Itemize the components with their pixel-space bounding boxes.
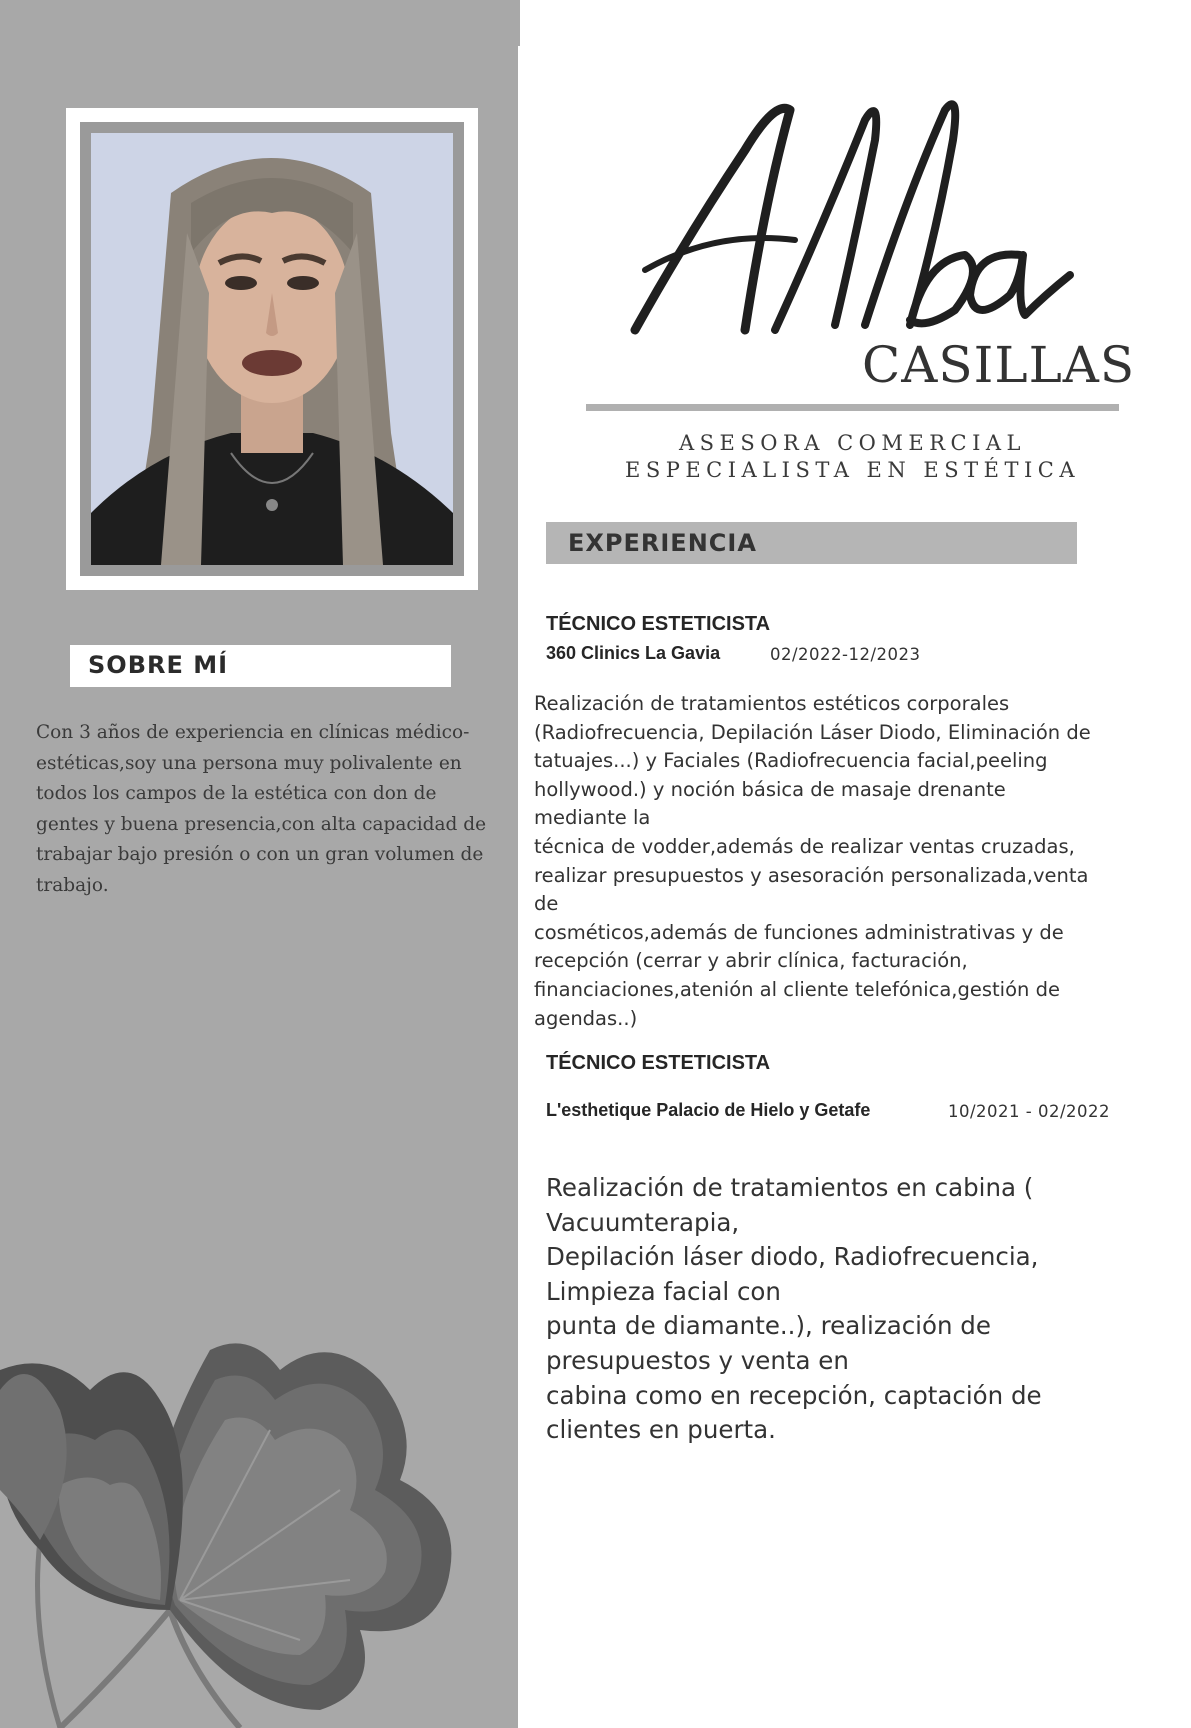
job-1-line: técnica de vodder,además de realizar ventas cruzadas, xyxy=(534,834,1075,858)
job-2-line: presupuestos y venta en xyxy=(546,1345,849,1375)
job-1-line: (Radiofrecuencia, Depilación Láser Diodo, Eliminación de xyxy=(534,720,1091,744)
job-1-line: cosméticos,además de funciones administrativas y de xyxy=(534,920,1064,944)
job-2-line: Depilación láser diodo, Radiofrecuencia, xyxy=(546,1242,1039,1272)
job-2-line: cabina como en recepción, captación de xyxy=(546,1380,1042,1410)
job-1-line: de xyxy=(534,892,559,916)
job-2-title: TÉCNICO ESTETICISTA xyxy=(546,1052,771,1074)
first-name: Alba xyxy=(625,80,628,81)
name-signature-script xyxy=(625,80,1085,350)
job-1-company: 360 Clinics La Gavia xyxy=(546,643,721,663)
role-title xyxy=(586,430,1119,484)
job-2-description xyxy=(546,1171,1042,1448)
job-1-line: realizar presupuestos y asesoración personalizada,venta xyxy=(534,863,1089,887)
job-1-line: hollywood.) y noción básica de masaje drenante xyxy=(534,777,1006,801)
experience-title: EXPERIENCIA xyxy=(568,529,757,557)
job-2-line: punta de diamante..), realización de xyxy=(546,1311,991,1341)
job-2-line: Realización de tratamientos en cabina ( xyxy=(546,1173,1034,1202)
experience-heading-bar xyxy=(546,522,1077,564)
sidebar-notch xyxy=(518,0,520,46)
about-heading-box xyxy=(70,645,451,687)
portrait-photo xyxy=(91,133,453,565)
surname: CASILLAS xyxy=(862,336,1136,394)
job-2-company: L'esthetique Palacio de Hielo y Getafe xyxy=(546,1100,871,1120)
job-2-line: clientes en puerta. xyxy=(546,1415,776,1445)
role-line-2: ESPECIALISTA EN ESTÉTICA xyxy=(625,458,1080,482)
photo-border xyxy=(80,122,464,576)
job-1-line: mediante la xyxy=(534,806,651,830)
job-1-line: tatuajes...) y Faciales (Radiofrecuencia facial,peeling xyxy=(534,749,1048,773)
role-line-1: ASESORA COMERCIAL xyxy=(678,431,1027,455)
job-1-line: agendas..) xyxy=(534,1006,638,1030)
photo-frame xyxy=(66,108,478,590)
job-2-line: Vacuumterapia, xyxy=(546,1207,740,1237)
about-text: Con 3 años de experiencia en clínicas médico-estéticas,soy una persona muy polivalente en todos los campos de la estética con don de gentes y buena presencia,con alta capacidad de trabajar bajo presión o con un gran volumen de trabajo. xyxy=(36,722,487,896)
job-2-line: Limpieza facial con xyxy=(546,1276,781,1306)
job-2-dates: 10/2021 - 02/2022 xyxy=(948,1102,1111,1121)
job-1-line: Realización de tratamientos estéticos corporales xyxy=(534,692,1010,715)
about-title: SOBRE MÍ xyxy=(88,651,229,679)
job-1-line: financiaciones,atenión al cliente telefónica,gestión de xyxy=(534,977,1060,1001)
job-1-dates: 02/2022-12/2023 xyxy=(770,645,921,664)
flower-illustration xyxy=(0,1310,518,1728)
job-1-description xyxy=(534,690,1091,1033)
name-divider xyxy=(586,404,1119,411)
job-1-line: recepción (cerrar y abrir clínica, facturación, xyxy=(534,949,968,973)
job-1-title: TÉCNICO ESTETICISTA xyxy=(546,613,771,635)
